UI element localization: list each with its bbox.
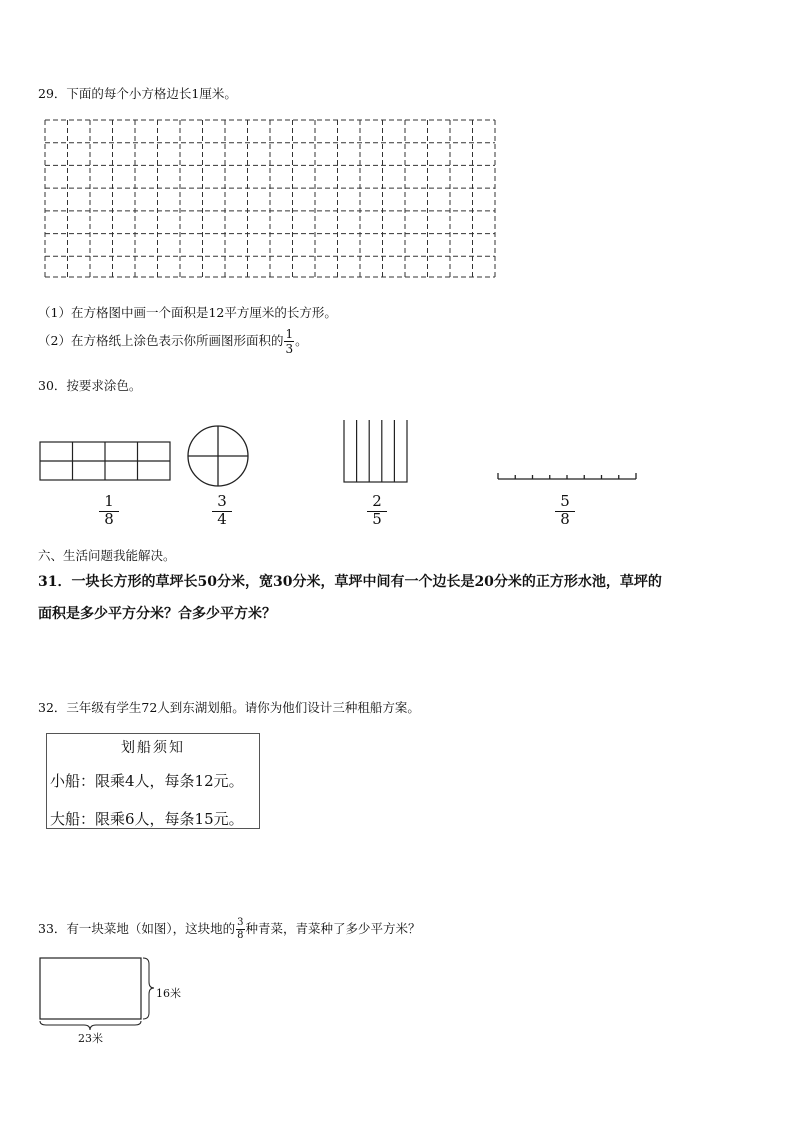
q29-sub2 <box>38 328 308 355</box>
rect-8-parts <box>40 442 170 480</box>
q33-text-after: 种青菜，青菜种了多少平方米？ <box>245 921 421 936</box>
q33-frac-den: 8 <box>237 930 244 941</box>
fraction-3-num: 2 <box>367 494 387 512</box>
q29-sub2-text: （2）在方格纸上涂色表示你所画图形面积的 <box>38 333 284 348</box>
q33-fraction <box>236 918 244 941</box>
q29-title: 29．下面的每个小方格边长1厘米。 <box>38 86 237 101</box>
notice-small-boat: 小船：限乘4人，每条12元。 <box>50 772 244 790</box>
notice-big-boat: 大船：限乘6人，每条15元。 <box>50 810 244 828</box>
fraction-2-num: 3 <box>212 494 232 512</box>
fraction-label-1 <box>99 494 119 528</box>
q29-sub2-frac-den: 3 <box>285 342 294 356</box>
q31-line1: 31．一块长方形的草坪长50分米，宽30分米，草坪中间有一个边长是20分米的正方形水池，草坪的 <box>38 574 662 590</box>
boating-notice-box <box>46 733 260 829</box>
q30-figures <box>38 420 638 490</box>
width-label: 23米 <box>78 1032 103 1045</box>
fraction-label-4 <box>555 494 575 528</box>
q29-grid <box>44 119 498 279</box>
height-label: 16米 <box>156 987 181 1000</box>
notice-title: 划船须知 <box>121 740 185 756</box>
q33-frac-num: 3 <box>237 917 244 928</box>
q29-sub1: （1）在方格图中画一个面积是12平方厘米的长方形。 <box>38 305 337 320</box>
q29-sub2-fraction <box>284 328 294 355</box>
q32-title: 32．三年级有学生72人到东湖划船。请你为他们设计三种租船方案。 <box>38 700 420 715</box>
fraction-label-2 <box>212 494 232 528</box>
circle-4-parts <box>188 426 248 486</box>
fraction-1-num: 1 <box>99 494 119 512</box>
q29-sub2-end: 。 <box>295 333 308 348</box>
q33-text <box>38 918 421 941</box>
fraction-2-den: 4 <box>217 509 227 528</box>
q33-text-before: 33．有一块菜地（如图），这块地的 <box>38 921 236 936</box>
segment-8-parts <box>498 473 636 479</box>
fraction-4-den: 8 <box>560 509 570 528</box>
q29-sub2-frac-num: 1 <box>285 327 294 341</box>
fraction-3-den: 5 <box>372 509 382 528</box>
fraction-label-3 <box>367 494 387 528</box>
q30-title: 30．按要求涂色。 <box>38 378 142 393</box>
q31-line2: 面积是多少平方分米？合多少平方米？ <box>38 606 276 622</box>
section6-title: 六、生活问题我能解决。 <box>38 548 176 563</box>
square-5-strips <box>344 420 407 482</box>
fraction-4-num: 5 <box>555 494 575 512</box>
fraction-1-den: 8 <box>104 509 114 528</box>
